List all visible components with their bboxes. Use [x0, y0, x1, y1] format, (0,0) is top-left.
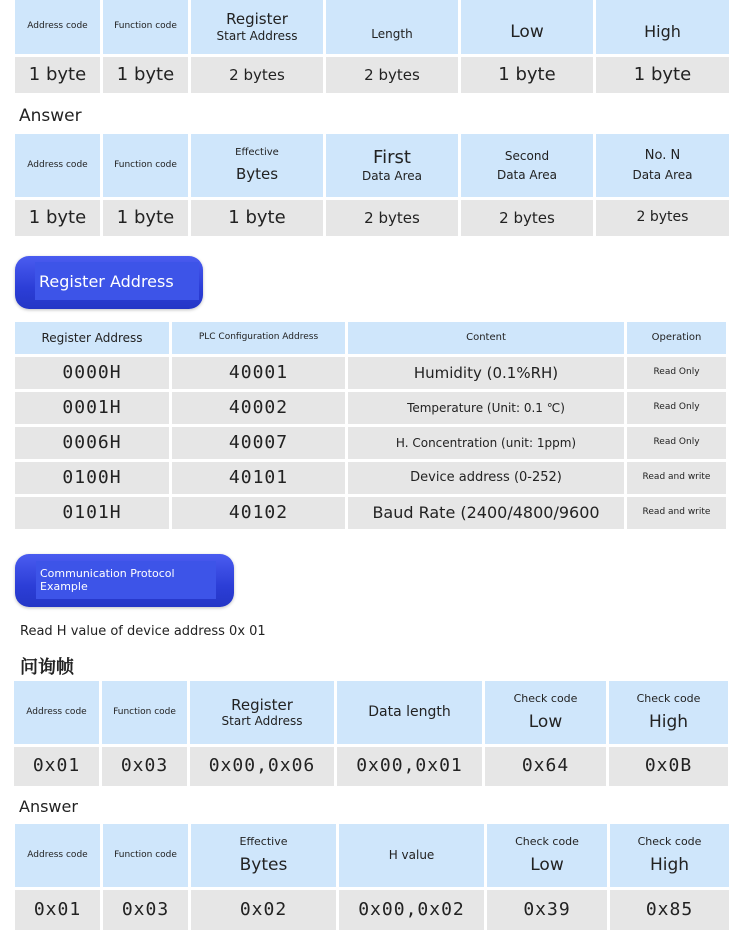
value-cell: 0x03 — [103, 890, 188, 930]
register-address-banner-inner — [35, 262, 199, 300]
register-address-banner-text: Register Address — [39, 271, 174, 291]
header-first-data-area — [326, 134, 458, 197]
header-text: Check code — [636, 692, 701, 705]
header-text: Effective — [235, 146, 279, 158]
value-cell: 1 byte — [461, 57, 593, 93]
protocol-example-banner-text: Communication Protocol Example — [40, 566, 175, 593]
header-text: Function code — [114, 849, 177, 860]
header-text: Register — [226, 10, 288, 29]
operation-cell: Read Only — [627, 427, 726, 459]
header-second-data-area — [461, 134, 593, 197]
header-function-code — [102, 681, 187, 744]
header-subtext: Data Area — [496, 167, 558, 182]
header-text: Address code — [26, 706, 87, 717]
header-effective-bytes — [191, 134, 323, 197]
header-nth-data-area — [596, 134, 729, 197]
header-text: First — [373, 146, 411, 168]
answer-label-2: Answer — [19, 797, 78, 816]
value-cell: 0x64 — [485, 747, 606, 786]
header-subtext: Low — [530, 854, 564, 875]
header-text: Address code — [27, 849, 88, 860]
header-operation: Operation — [627, 322, 726, 354]
value-cell: 2 bytes — [326, 200, 458, 236]
register-address-cell: 0100H — [15, 462, 169, 494]
value-cell: 1 byte — [191, 200, 323, 236]
header-text: Data length — [368, 703, 451, 720]
register-address-cell: 0001H — [15, 392, 169, 424]
plc-address-cell: 40001 — [172, 357, 345, 389]
header-subtext: Start Address — [221, 714, 303, 729]
header-text: Address code — [27, 159, 88, 170]
header-address-code — [15, 134, 100, 197]
header-text: Effective — [239, 835, 288, 848]
register-address-cell: 0101H — [15, 497, 169, 529]
value-cell: 0x03 — [102, 747, 187, 786]
plc-address-cell: 40007 — [172, 427, 345, 459]
content-cell: Baud Rate (2400/4800/9600 — [348, 497, 624, 529]
query-frame-label: 问询帧 — [20, 657, 74, 678]
header-register-start — [191, 0, 323, 54]
header-text: Low — [510, 21, 544, 42]
example-request-table — [14, 681, 725, 786]
header-data-length — [337, 681, 482, 744]
value-cell: 0x01 — [15, 890, 100, 930]
value-cell: 0x00,0x01 — [337, 747, 482, 786]
header-high — [596, 0, 729, 54]
header-check-low — [485, 681, 606, 744]
header-subtext: Start Address — [216, 28, 298, 43]
content-cell: Temperature (Unit: 0.1 ℃) — [348, 392, 624, 424]
content-cell: H. Concentration (unit: 1ppm) — [348, 427, 624, 459]
header-subtext: Low — [528, 711, 563, 732]
plc-address-cell: 40102 — [172, 497, 345, 529]
value-cell: 1 byte — [596, 57, 729, 93]
header-text: Function code — [114, 159, 177, 170]
header-text: Register — [231, 695, 293, 714]
header-low — [461, 0, 593, 54]
header-subtext: Bytes — [235, 165, 279, 184]
header-register-address: Register Address — [15, 322, 169, 354]
header-check-high — [610, 824, 729, 887]
protocol-example-banner-inner — [36, 561, 216, 599]
example-answer-table — [15, 824, 726, 930]
answer-format-table — [15, 134, 726, 236]
header-text: H value — [388, 848, 435, 862]
header-function-code — [103, 0, 188, 54]
value-cell: 1 byte — [15, 200, 100, 236]
header-text: Check code — [637, 835, 702, 848]
header-content: Content — [348, 322, 624, 354]
header-text: Check code — [513, 692, 578, 705]
header-text: No. N — [644, 147, 681, 163]
content-cell: Humidity (0.1%RH) — [348, 357, 624, 389]
value-cell: 0x02 — [191, 890, 336, 930]
header-text: Check code — [515, 835, 579, 848]
header-text: Address code — [27, 21, 88, 32]
header-function-code — [103, 134, 188, 197]
header-check-high — [609, 681, 728, 744]
value-cell: 1 byte — [103, 57, 188, 93]
header-subtext: Data Area — [361, 169, 423, 184]
value-cell: 0x00,0x02 — [339, 890, 484, 930]
value-cell: 2 bytes — [326, 57, 458, 93]
header-address-code — [15, 824, 100, 887]
value-cell: 1 byte — [103, 200, 188, 236]
plc-address-cell: 40101 — [172, 462, 345, 494]
header-address-code — [14, 681, 99, 744]
operation-cell: Read and write — [627, 497, 726, 529]
value-cell: 0x00,0x06 — [190, 747, 334, 786]
header-subtext: Data Area — [632, 168, 693, 183]
header-text: Function code — [113, 706, 176, 717]
value-cell: 0x0B — [609, 747, 728, 786]
header-register-start — [190, 681, 334, 744]
answer-label: Answer — [19, 106, 82, 126]
value-cell: 0x39 — [487, 890, 607, 930]
operation-cell: Read Only — [627, 392, 726, 424]
header-subtext: High — [648, 711, 689, 732]
header-text: Function code — [114, 21, 177, 32]
header-check-low — [487, 824, 607, 887]
header-effective-bytes — [191, 824, 336, 887]
plc-address-cell: 40002 — [172, 392, 345, 424]
content-cell: Device address (0-252) — [348, 462, 624, 494]
header-subtext: Bytes — [239, 854, 288, 875]
header-text: Length — [371, 27, 413, 41]
register-address-cell: 0000H — [15, 357, 169, 389]
header-text: Second — [504, 148, 550, 163]
value-cell: 0x01 — [14, 747, 99, 786]
value-cell: 2 bytes — [461, 200, 593, 236]
header-text: High — [644, 22, 681, 41]
operation-cell: Read and write — [627, 462, 726, 494]
header-subtext: High — [649, 854, 690, 875]
header-h-value — [339, 824, 484, 887]
header-function-code — [103, 824, 188, 887]
request-format-table — [15, 0, 726, 93]
protocol-example-banner — [15, 554, 234, 607]
register-address-banner — [15, 256, 203, 309]
operation-cell: Read Only — [627, 357, 726, 389]
value-cell: 2 bytes — [191, 57, 323, 93]
register-address-cell: 0006H — [15, 427, 169, 459]
read-description: Read H value of device address 0x 01 — [20, 624, 266, 639]
header-plc-address: PLC Configuration Address — [172, 322, 345, 354]
value-cell: 0x85 — [610, 890, 729, 930]
value-cell: 1 byte — [15, 57, 100, 93]
register-table — [15, 322, 726, 529]
header-length — [326, 0, 458, 54]
header-address-code — [15, 0, 100, 54]
value-cell: 2 bytes — [596, 200, 729, 236]
